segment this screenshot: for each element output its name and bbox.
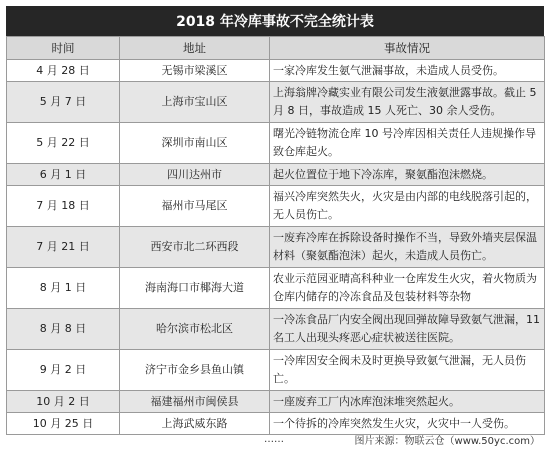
table-row: [7, 227, 545, 268]
cell-description: 一座废弃工厂内冰库泡沫堆突然起火。: [270, 391, 545, 413]
cell-time: 7 月 18 日: [7, 186, 120, 227]
cell-description: 一家冷库发生氨气泄漏事故，未造成人员受伤。: [270, 60, 545, 82]
cell-time: 8 月 8 日: [7, 309, 120, 350]
cell-place: 上海市宝山区: [120, 82, 270, 123]
accident-table: [6, 36, 545, 435]
cell-time: 8 月 1 日: [7, 268, 120, 309]
cell-time: 9 月 2 日: [7, 350, 120, 391]
cell-time: 5 月 7 日: [7, 82, 120, 123]
table-row: [7, 268, 545, 309]
table-row: [7, 164, 545, 186]
table-row: [7, 309, 545, 350]
cell-description: 一个待拆的冷库突然发生火灾，火灾中一人受伤。: [270, 413, 545, 435]
cell-time: 10 月 25 日: [7, 413, 120, 435]
cell-place: 福建福州市闽侯县: [120, 391, 270, 413]
table-row: [7, 391, 545, 413]
cell-description: 一冷库因安全阀未及时更换导致氨气泄漏，无人员伤亡。: [270, 350, 545, 391]
cell-place: 济宁市金乡县鱼山镇: [120, 350, 270, 391]
cell-place: 哈尔滨市松北区: [120, 309, 270, 350]
table-row: [7, 82, 545, 123]
cell-place: 西安市北二环西段: [120, 227, 270, 268]
table-row: [7, 186, 545, 227]
cell-place: 上海武威东路: [120, 413, 270, 435]
cell-description: 农业示范园亚晴高科种业一仓库发生火灾，着火物质为仓库内储存的冷冻食品及包装材料等杂物: [270, 268, 545, 309]
cell-description: 曙光冷链物流仓库 10 号冷库因相关责任人违规操作导致仓库起火。: [270, 123, 545, 164]
cell-description: 一冷冻食品厂内安全阀出现回弹故障导致氨气泄漏，11 名工人出现头疼恶心症状被送往医院。: [270, 309, 545, 350]
cell-description: 起火位置位于地下冷冻库，聚氨酯泡沫燃烧。: [270, 164, 545, 186]
cell-time: 6 月 1 日: [7, 164, 120, 186]
cell-place: 福州市马尾区: [120, 186, 270, 227]
cell-place: 深圳市南山区: [120, 123, 270, 164]
cell-description: 福兴冷库突然失火，火灾是由内部的电线脱落引起的，无人员伤亡。: [270, 186, 545, 227]
cell-place: 无锡市梁溪区: [120, 60, 270, 82]
header-place: 地址: [120, 37, 270, 60]
table-title: 2018 年冷库事故不完全统计表: [6, 6, 544, 36]
cell-time: 4 月 28 日: [7, 60, 120, 82]
header-row: [7, 37, 545, 60]
cell-time: 10 月 2 日: [7, 391, 120, 413]
cell-time: 7 月 21 日: [7, 227, 120, 268]
cell-description: 上海翁牌冷藏实业有限公司发生液氨泄露事故。截止 5 月 8 日，事故造成 15 人死亡、30 余人受伤。: [270, 82, 545, 123]
table-row: [7, 60, 545, 82]
continuation-ellipsis: ……: [264, 433, 284, 445]
header-description: 事故情况: [270, 37, 545, 60]
cell-time: 5 月 22 日: [7, 123, 120, 164]
header-time: 时间: [7, 37, 120, 60]
table-row: [7, 350, 545, 391]
cell-description: 一废弃冷库在拆除设备时操作不当，导致外墙夹层保温材料（聚氨酯泡沫）起火，未造成人员伤亡。: [270, 227, 545, 268]
image-source-credit: 图片来源：物联云仓（www.50yc.com）: [354, 435, 540, 447]
cell-place: 海南海口市椰海大道: [120, 268, 270, 309]
table-footer: [6, 431, 544, 447]
table-row: [7, 123, 545, 164]
cell-place: 四川达州市: [120, 164, 270, 186]
